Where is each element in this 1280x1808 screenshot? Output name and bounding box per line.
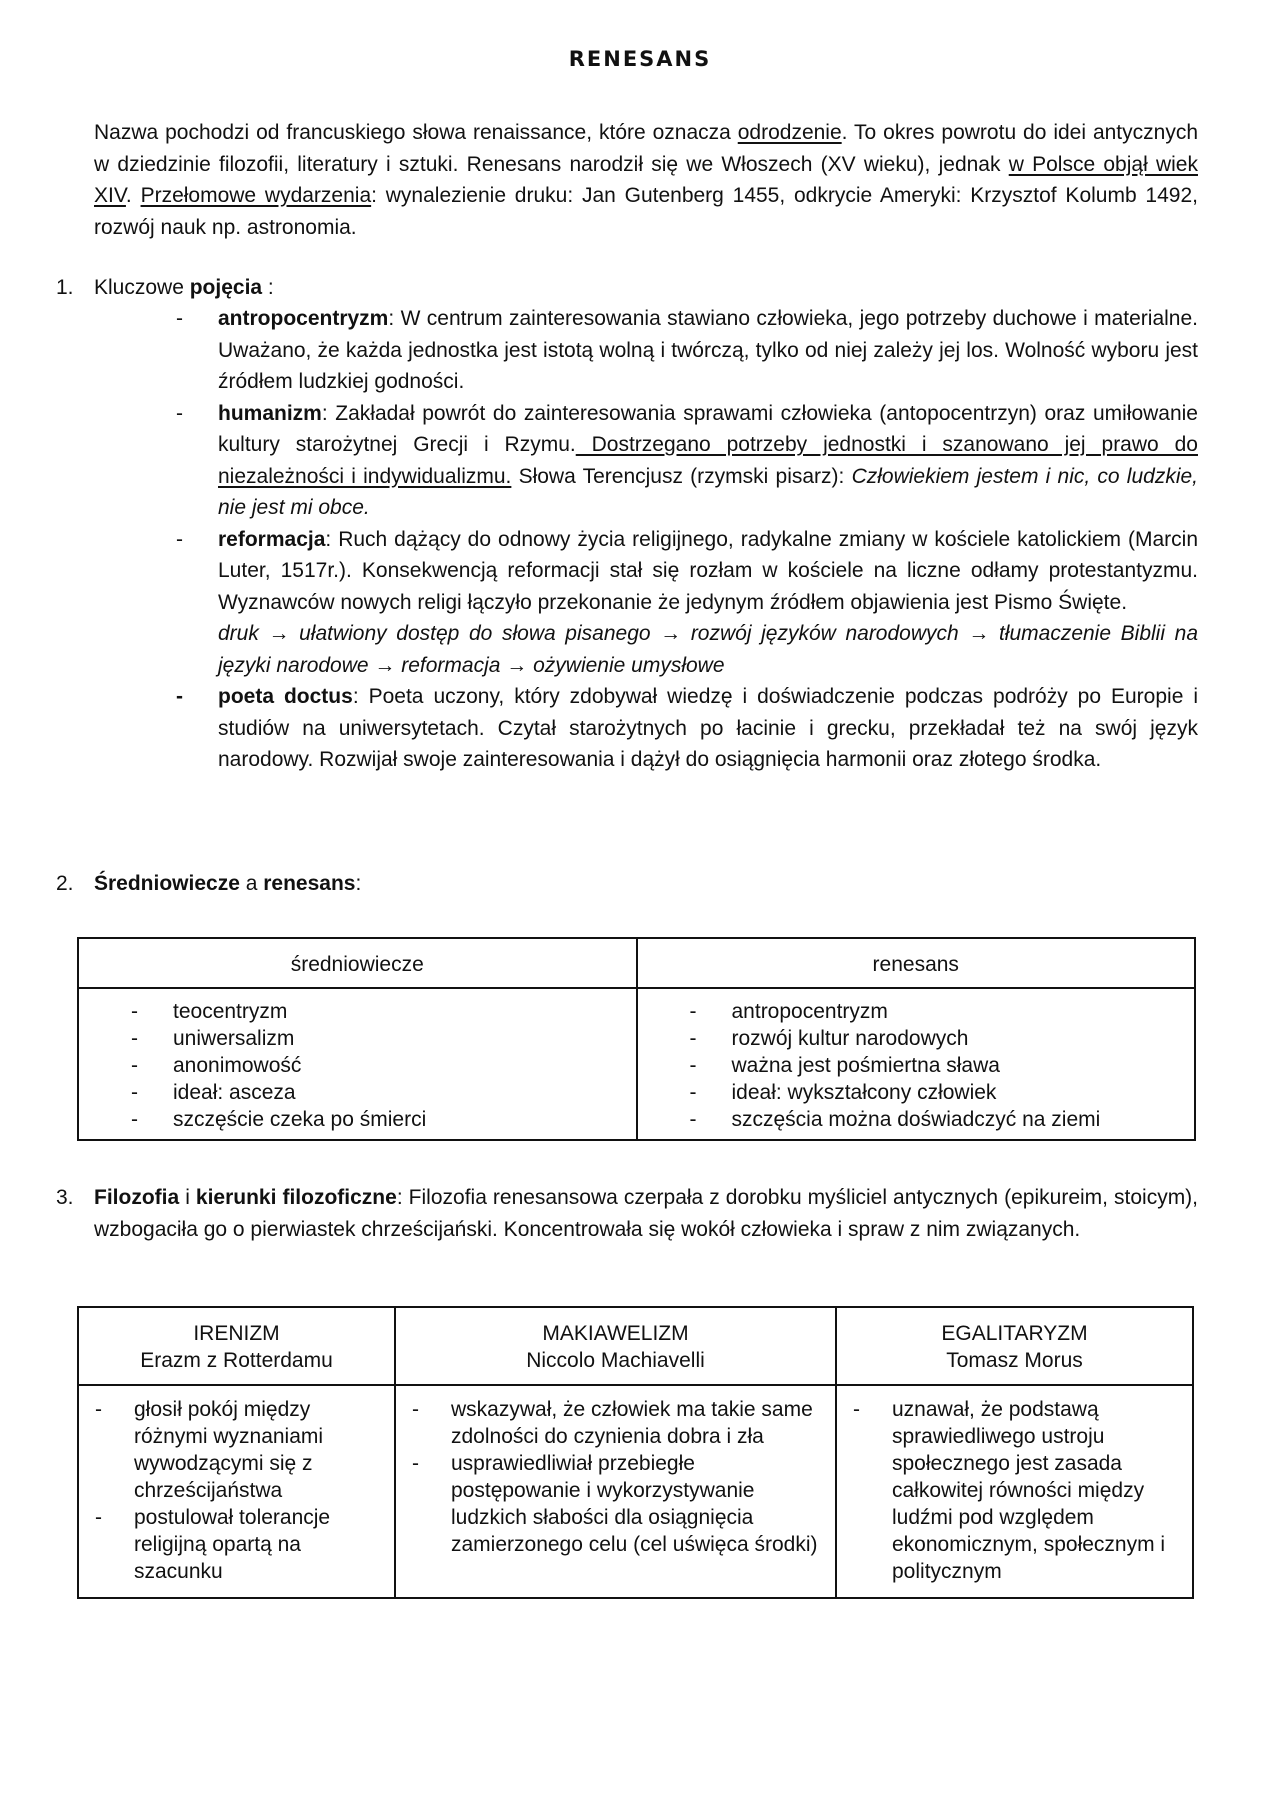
table-cell-egalitaryzm (836, 1385, 1193, 1598)
concept-poeta-doctus (176, 681, 1198, 776)
list-item (690, 1052, 1195, 1079)
page-title: RENESANS (568, 47, 712, 71)
table-cell-irenizm (78, 1385, 395, 1598)
list-item (690, 1106, 1195, 1133)
intro-text: . (125, 184, 141, 207)
concept-term: reformacja (218, 527, 326, 551)
table-cell-makiawelizm (395, 1385, 836, 1598)
concept-underlined: Dostrzegano potrzeby jednostki i szanowano jej prawo do niezależności i indywidualizmu. (218, 433, 1198, 488)
item-text: teocentryzm (173, 1000, 288, 1023)
intro-text: Nazwa pochodzi od francuskiego słowa renaissance, które oznacza (94, 121, 738, 144)
intro-paragraph (94, 117, 1198, 243)
bullet-dash: - (131, 1000, 138, 1023)
list-item (131, 1052, 636, 1079)
intro-underlined-phrase: Przełomowe wydarzenia (140, 184, 372, 207)
table-header-makiawelizm (395, 1307, 836, 1385)
heading-bold: pojęcia (189, 276, 263, 299)
philosophy-name: EGALITARYZM (941, 1322, 1088, 1345)
philosophy-name: IRENIZM (193, 1322, 280, 1345)
list-item (690, 1025, 1195, 1052)
bullet-dash: - (176, 685, 183, 708)
bullet-dash: - (176, 307, 183, 330)
concept-definition: : W centrum zainteresowania stawiano człowieka, jego potrzeby duchowe i materialne. Uważano, że każda jednostka jest istotą wolną i twórczą, tylko od niej zależy jej los. Wolność wyboru jest źródłem ludzkiej godności. (218, 307, 1198, 393)
philosophy-author: Erazm z Rotterdamu (140, 1349, 333, 1372)
list-item (131, 1079, 636, 1106)
section-number: 3. (56, 1186, 74, 1209)
concept-definition: : Zakładał powrót do zainteresowania sprawami człowieka (antopocentrzyn) oraz umiłowanie kultury starożytnej Grecji i Rzymu. (218, 401, 1198, 456)
list-item (131, 1106, 636, 1133)
list-item (131, 998, 636, 1025)
heading-bold: Filozofia (94, 1186, 180, 1209)
concept-term: poeta doctus (218, 685, 353, 708)
heading-bold: renesans (263, 872, 356, 895)
list-item (690, 998, 1195, 1025)
bullet-dash: - (176, 401, 183, 425)
list-item (853, 1396, 1186, 1585)
heading-text: : (355, 872, 362, 895)
bullet-dash: - (853, 1398, 860, 1421)
item-text: szczęście czeka po śmierci (173, 1108, 427, 1131)
item-text: uniwersalizm (173, 1027, 295, 1050)
concept-definition: : Poeta uczony, który zdobywał wiedzę i doświadczenie podczas podróży po Europie i studiów na uniwersytetach. Czytał starożytnych po łacinie i grecku, przekładał też na swój język narodowy. Rozwijał swoje zainteresowania i dążył do osiągnięcia harmonii oraz złotego środka. (218, 685, 1198, 771)
section-1-heading (56, 272, 1198, 304)
section-number: 1. (56, 276, 74, 299)
list-item (412, 1450, 829, 1558)
concepts-list (176, 303, 1198, 776)
section-number: 2. (56, 872, 74, 895)
concept-definition: Słowa Terencjusz (rzymski pisarz): (511, 464, 852, 488)
bullet-dash: - (95, 1398, 102, 1421)
item-text: rozwój kultur narodowych (731, 1027, 969, 1050)
bullet-dash: - (95, 1506, 102, 1529)
list-item (95, 1396, 388, 1504)
concept-antropocentryzm (176, 303, 1198, 398)
intro-underlined-phrase: w Polsce objął wiek XIV (94, 152, 1198, 207)
item-text: uznawał, że podstawą sprawiedliwego ustroju społecznego jest zasada całkowitej równości między ludźmi pod względem ekonomicznym, społecznym i politycznym (892, 1398, 1166, 1583)
bullet-dash: - (131, 1081, 138, 1104)
philosophy-author: Niccolo Machiavelli (526, 1349, 705, 1372)
item-text: anonimowość (173, 1054, 302, 1077)
section-3-paragraph (56, 1182, 1198, 1245)
bullet-dash: - (689, 1108, 697, 1131)
table-header-renesans: renesans (637, 938, 1196, 988)
item-text: postulował tolerancje religijną opartą na szacunku (134, 1506, 331, 1583)
intro-text: : wynalezienie druku: Jan Gutenberg 1455, odkrycie Ameryki: Krzysztof Kolumb 1492, rozwój nauk np. astronomia. (94, 184, 1198, 239)
table-cell-sredniowiecze (78, 988, 637, 1140)
concept-quote: Człowiekiem jestem i nic, co ludzkie, nie jest mi obce. (218, 464, 1199, 519)
item-text: szczęścia można doświadczyć na ziemi (731, 1108, 1101, 1131)
comparison-table (77, 937, 1196, 1141)
concept-term: humanizm (218, 401, 322, 425)
philosophy-name: MAKIAWELIZM (542, 1322, 689, 1345)
table-header-sredniowiecze: średniowiecze (78, 938, 637, 988)
heading-bold: Średniowiecze (94, 872, 240, 895)
list-item (690, 1079, 1195, 1106)
item-text: głosił pokój między różnymi wyznaniami wywodzącymi się z chrześcijaństwa (134, 1398, 324, 1502)
item-text: ideał: asceza (173, 1081, 296, 1104)
bullet-dash: - (689, 1081, 697, 1104)
bullet-dash: - (412, 1452, 419, 1475)
bullet-dash: - (689, 1027, 697, 1050)
bullet-dash: - (176, 527, 183, 551)
bullet-dash: - (131, 1054, 138, 1077)
bullet-dash: - (131, 1027, 138, 1050)
list-item (131, 1025, 636, 1052)
bullet-dash: - (412, 1398, 419, 1421)
list-item (412, 1396, 829, 1450)
intro-underlined-term: odrodzenie (737, 121, 842, 144)
concept-humanizm (176, 398, 1198, 524)
heading-text: Kluczowe (94, 276, 190, 299)
section-text: : Filozofia renesansowa czerpała z dorobku myśliciel antycznych (epikureim, stoicym), wzbogaciła go o pierwiastek chrześcijański. Koncentrowała się wokół człowieka i spraw z nim związanych. (94, 1186, 1199, 1241)
table-cell-renesans (637, 988, 1196, 1140)
bullet-dash: - (131, 1108, 138, 1131)
heading-text: a (239, 872, 264, 895)
item-text: ideał: wykształcony człowiek (731, 1081, 997, 1104)
reformation-flow: druk → ułatwiony dostęp do słowa pisanego → rozwój języków narodowych → tłumaczenie Biblii na języki narodowe → reformacja → ożywienie umysłowe (218, 622, 1198, 677)
heading-text: i (179, 1186, 196, 1209)
concept-term: antropocentryzm (218, 307, 389, 330)
philosophy-table (77, 1306, 1194, 1599)
list-item (95, 1504, 388, 1585)
bullet-dash: - (689, 1000, 697, 1023)
item-text: antropocentryzm (731, 1000, 888, 1023)
bullet-dash: - (689, 1054, 697, 1077)
item-text: ważna jest pośmiertna sława (731, 1054, 1000, 1077)
item-text: wskazywał, że człowiek ma takie same zdolności do czynienia dobra i zła (451, 1398, 813, 1448)
concept-definition: : Ruch dążący do odnowy życia religijnego, radykalne zmiany w kościele katolickiem (Marcin Luter, 1517r.). Konsekwencją reformacji stał się rozłam w kościele na liczne odłamy protestantyzmu. Wyznawców nowych religi łączyło przekonanie że jedynym źródłem objawienia jest Pismo Święte. (218, 527, 1198, 614)
table-header-egalitaryzm (836, 1307, 1193, 1385)
item-text: usprawiedliwiał przebiegłe postępowanie i wykorzystywanie ludzkich słabości dla osiągnięcia zamierzonego celu (cel uświęca środki) (451, 1452, 818, 1556)
heading-bold: kierunki filozoficzne (195, 1186, 397, 1209)
section-2-heading (56, 868, 1198, 900)
heading-text: : (262, 276, 274, 299)
philosophy-author: Tomasz Morus (946, 1349, 1083, 1372)
table-header-irenizm (78, 1307, 395, 1385)
concept-reformacja (176, 524, 1198, 682)
intro-text: . To okres powrotu do idei antycznych w dziedzinie filozofii, literatury i sztuki. Renesans narodził się we Włoszech (XV wieku), jednak (94, 121, 1198, 176)
